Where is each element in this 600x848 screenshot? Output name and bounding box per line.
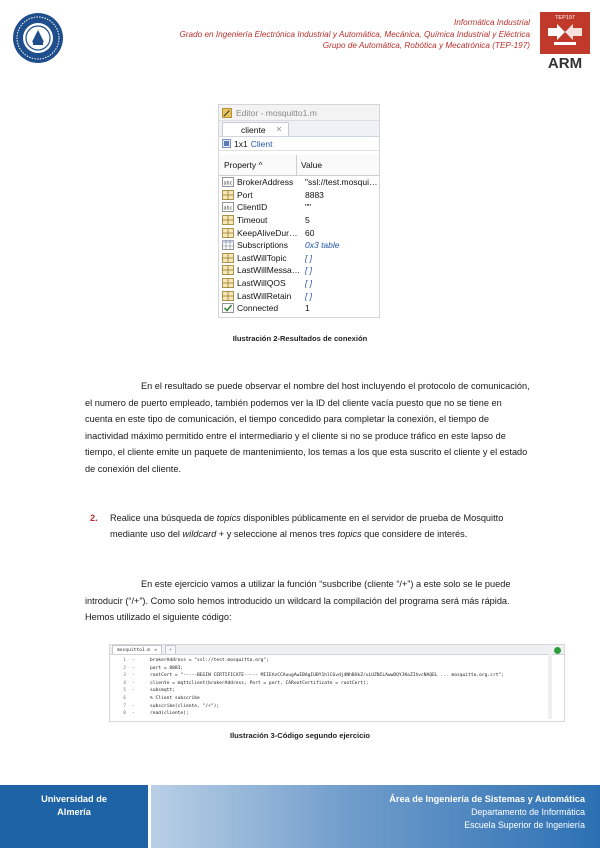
property-name: BrokerAddress xyxy=(237,177,294,188)
grid-icon xyxy=(222,291,234,301)
property-value[interactable]: "" xyxy=(305,202,312,213)
edit-pencil-icon xyxy=(222,108,232,118)
breakpoint-marker[interactable]: - xyxy=(132,711,135,717)
property-name: LastWillRetain xyxy=(237,290,292,301)
paragraph-results-text: En el resultado se puede observar el nombre del host incluyendo el protocolo de comunicación, el numero de puerto empleado, también podemos ver la ID del cliente vacía puesto que no se tiene en cuenta en este tipo de comunicación, el tiempo concedido para completar la conexión, el tiempo de inactividad máximo permitido entre el intermediario y el cliente si no se produce tráfico en este lapso de tiempo, el cliente emite un paquete de mantenimiento, los temas a los que esta suscrito el cliente y el estado de conexión del cliente. xyxy=(85,381,530,474)
paragraph-exercise-text: En este ejercicio vamos a utilizar la función “susbcribe (cliente “/+”) a este solo se le puede introducir (“/+”). Como solo hemos introducido un wildcard la compilación del programa será más rápida. Hemos utilizado el siguiente código: xyxy=(85,579,511,623)
arm-group-logo xyxy=(540,12,590,70)
variable-editor-titlebar xyxy=(219,105,379,121)
property-name: LastWillMessa… xyxy=(237,265,301,276)
property-name: Connected xyxy=(237,303,279,314)
code-text: port = 8883; xyxy=(150,665,184,671)
svg-text:abc: abc xyxy=(223,205,233,212)
figure-caption-2: Ilustración 2-Resultados de conexión xyxy=(232,334,368,343)
paragraph-exercise xyxy=(85,576,531,626)
close-tab-icon[interactable]: ✕ xyxy=(154,647,157,653)
text-icon xyxy=(222,177,234,187)
check-icon xyxy=(222,303,234,313)
property-value[interactable]: 0x3 table xyxy=(305,240,340,251)
document-header xyxy=(90,17,530,52)
property-name: KeepAliveDur… xyxy=(237,227,298,238)
figure-caption-3: Ilustración 3-Código segundo ejercicio xyxy=(229,731,371,740)
footer-university xyxy=(0,785,148,848)
property-row[interactable] xyxy=(219,214,379,227)
property-value[interactable]: [ ] xyxy=(305,265,313,276)
property-row[interactable] xyxy=(219,252,379,265)
property-value[interactable]: [ ] xyxy=(305,252,313,263)
property-value[interactable]: [ ] xyxy=(305,278,313,289)
close-tab-icon[interactable]: ✕ xyxy=(275,125,283,134)
property-value[interactable]: [ ] xyxy=(305,290,313,301)
grid-icon xyxy=(222,190,234,200)
line-number: 7 xyxy=(123,703,126,709)
footer-university-line1: Universidad de xyxy=(41,794,107,804)
header-course: Informática Industrial xyxy=(454,18,530,27)
code-text: subscribe(cliente, "/+"); xyxy=(150,703,220,709)
property-name: ClientID xyxy=(237,202,268,213)
variable-class-info xyxy=(219,137,379,151)
code-text: subsmqtt; xyxy=(150,688,175,694)
property-row[interactable] xyxy=(219,226,379,239)
tab-mosquitto1[interactable] xyxy=(112,645,162,654)
property-name: LastWillQOS xyxy=(237,278,286,289)
code-text: brokerAddress = "ssl://test.mosquitto.org"; xyxy=(150,658,269,663)
grid-icon xyxy=(222,265,234,275)
property-row[interactable] xyxy=(219,277,379,290)
line-number: 4 xyxy=(123,680,126,686)
variable-editor-title: Editor - mosquitto1.m xyxy=(236,107,317,118)
property-row[interactable] xyxy=(219,302,379,315)
line-number: 1 xyxy=(123,658,126,663)
breakpoint-marker[interactable]: - xyxy=(132,673,135,679)
column-header-value[interactable]: Value xyxy=(301,160,323,170)
grid-icon xyxy=(222,215,234,225)
property-row[interactable] xyxy=(219,264,379,277)
property-name: Port xyxy=(237,189,253,200)
header-group: Grupo de Automática, Robótica y Mecatrónica (TEP-197) xyxy=(322,41,530,50)
breakpoint-marker[interactable]: - xyxy=(132,703,135,709)
code-text: read(cliente); xyxy=(150,711,189,717)
code-text: cliente = mqttclient(brokerAddress, Port = port, CARootCertificate = rootCert); xyxy=(150,680,369,686)
grid-icon xyxy=(222,228,234,238)
grid-icon xyxy=(222,278,234,288)
object-icon xyxy=(222,139,231,148)
arm-logo-text: ARM xyxy=(547,55,583,70)
property-value[interactable]: 60 xyxy=(305,227,315,238)
breakpoint-marker[interactable]: - xyxy=(132,658,135,663)
code-editor-screenshot xyxy=(109,644,565,722)
property-table-header xyxy=(219,155,379,176)
paragraph-results xyxy=(85,378,531,478)
property-value[interactable]: 8883 xyxy=(305,189,324,200)
property-value[interactable]: 1 xyxy=(305,303,310,314)
breakpoint-marker[interactable]: - xyxy=(132,680,135,686)
grid-icon xyxy=(222,253,234,263)
footer-university-line2: Almería xyxy=(57,807,91,817)
item-text: Realice una búsqueda de topics disponibles públicamente en el servidor de prueba de Mosquitto mediante uso del wildcard + y seleccione al menos tres topics que considere de interés. xyxy=(110,513,504,540)
text-icon xyxy=(222,202,234,212)
table-icon xyxy=(222,240,234,250)
code-analyzer-ok-icon xyxy=(554,647,561,654)
university-seal-logo xyxy=(12,12,64,64)
numbered-item-2 xyxy=(90,510,534,543)
code-area[interactable] xyxy=(110,655,564,721)
variable-editor-screenshot xyxy=(218,104,380,318)
line-number: 3 xyxy=(123,673,126,679)
new-tab-button[interactable]: + xyxy=(165,645,176,654)
breakpoint-marker[interactable]: - xyxy=(132,665,135,671)
code-tab-label: mosquitto1.m xyxy=(117,647,151,653)
property-name: LastWillTopic xyxy=(237,252,287,263)
tab-cliente[interactable] xyxy=(222,122,289,136)
header-degree: Grado en Ingeniería Electrónica Industrial y Automática, Mecánica, Química Industrial y Eléctrica xyxy=(179,29,530,39)
property-name: Timeout xyxy=(237,215,268,226)
tab-cliente-label: cliente xyxy=(241,124,266,135)
code-text: % Client subscribe xyxy=(150,696,200,701)
class-name-link[interactable]: Client xyxy=(250,138,273,149)
property-row[interactable] xyxy=(219,201,379,214)
line-number: 5 xyxy=(123,688,126,694)
property-value[interactable]: "ssl://test.mosqui… xyxy=(305,177,378,188)
property-table-body xyxy=(219,176,379,315)
property-row[interactable] xyxy=(219,189,379,202)
code-text: rootCert = "-----BEGIN CERTIFICATE----- MIIEAzCCAuugAwIBAgIUBY1hlCGvdj4NhBXkZ/uLUZNILAwwDQYJKoZIhvcNAQEL ... mosquitto.org.crt"; xyxy=(150,673,505,679)
class-size: 1x1 xyxy=(234,138,248,149)
footer-department xyxy=(151,785,600,848)
column-header-property[interactable]: Property ^ xyxy=(219,155,297,175)
footer-dept: Departamento de Informática xyxy=(471,807,585,817)
footer-area: Área de Ingeniería de Sistemas y Automática xyxy=(389,794,585,804)
property-row[interactable] xyxy=(219,289,379,302)
item-number: 2. xyxy=(90,513,98,523)
arm-logo-top-text: TEP197 xyxy=(555,15,575,21)
code-scrollbar[interactable] xyxy=(548,647,552,719)
property-name: Subscriptions xyxy=(237,240,289,251)
line-number: 2 xyxy=(123,665,126,671)
svg-text:abc: abc xyxy=(223,180,233,187)
variable-editor-tabbar xyxy=(219,121,379,137)
property-value[interactable]: 5 xyxy=(305,215,310,226)
property-row[interactable] xyxy=(219,239,379,252)
breakpoint-marker[interactable]: - xyxy=(132,688,135,694)
code-editor-tabbar xyxy=(110,645,564,655)
footer-school: Escuela Superior de Ingeniería xyxy=(464,820,585,830)
line-number: 8 xyxy=(123,711,126,717)
line-number: 6 xyxy=(123,696,126,701)
property-row[interactable] xyxy=(219,176,379,189)
